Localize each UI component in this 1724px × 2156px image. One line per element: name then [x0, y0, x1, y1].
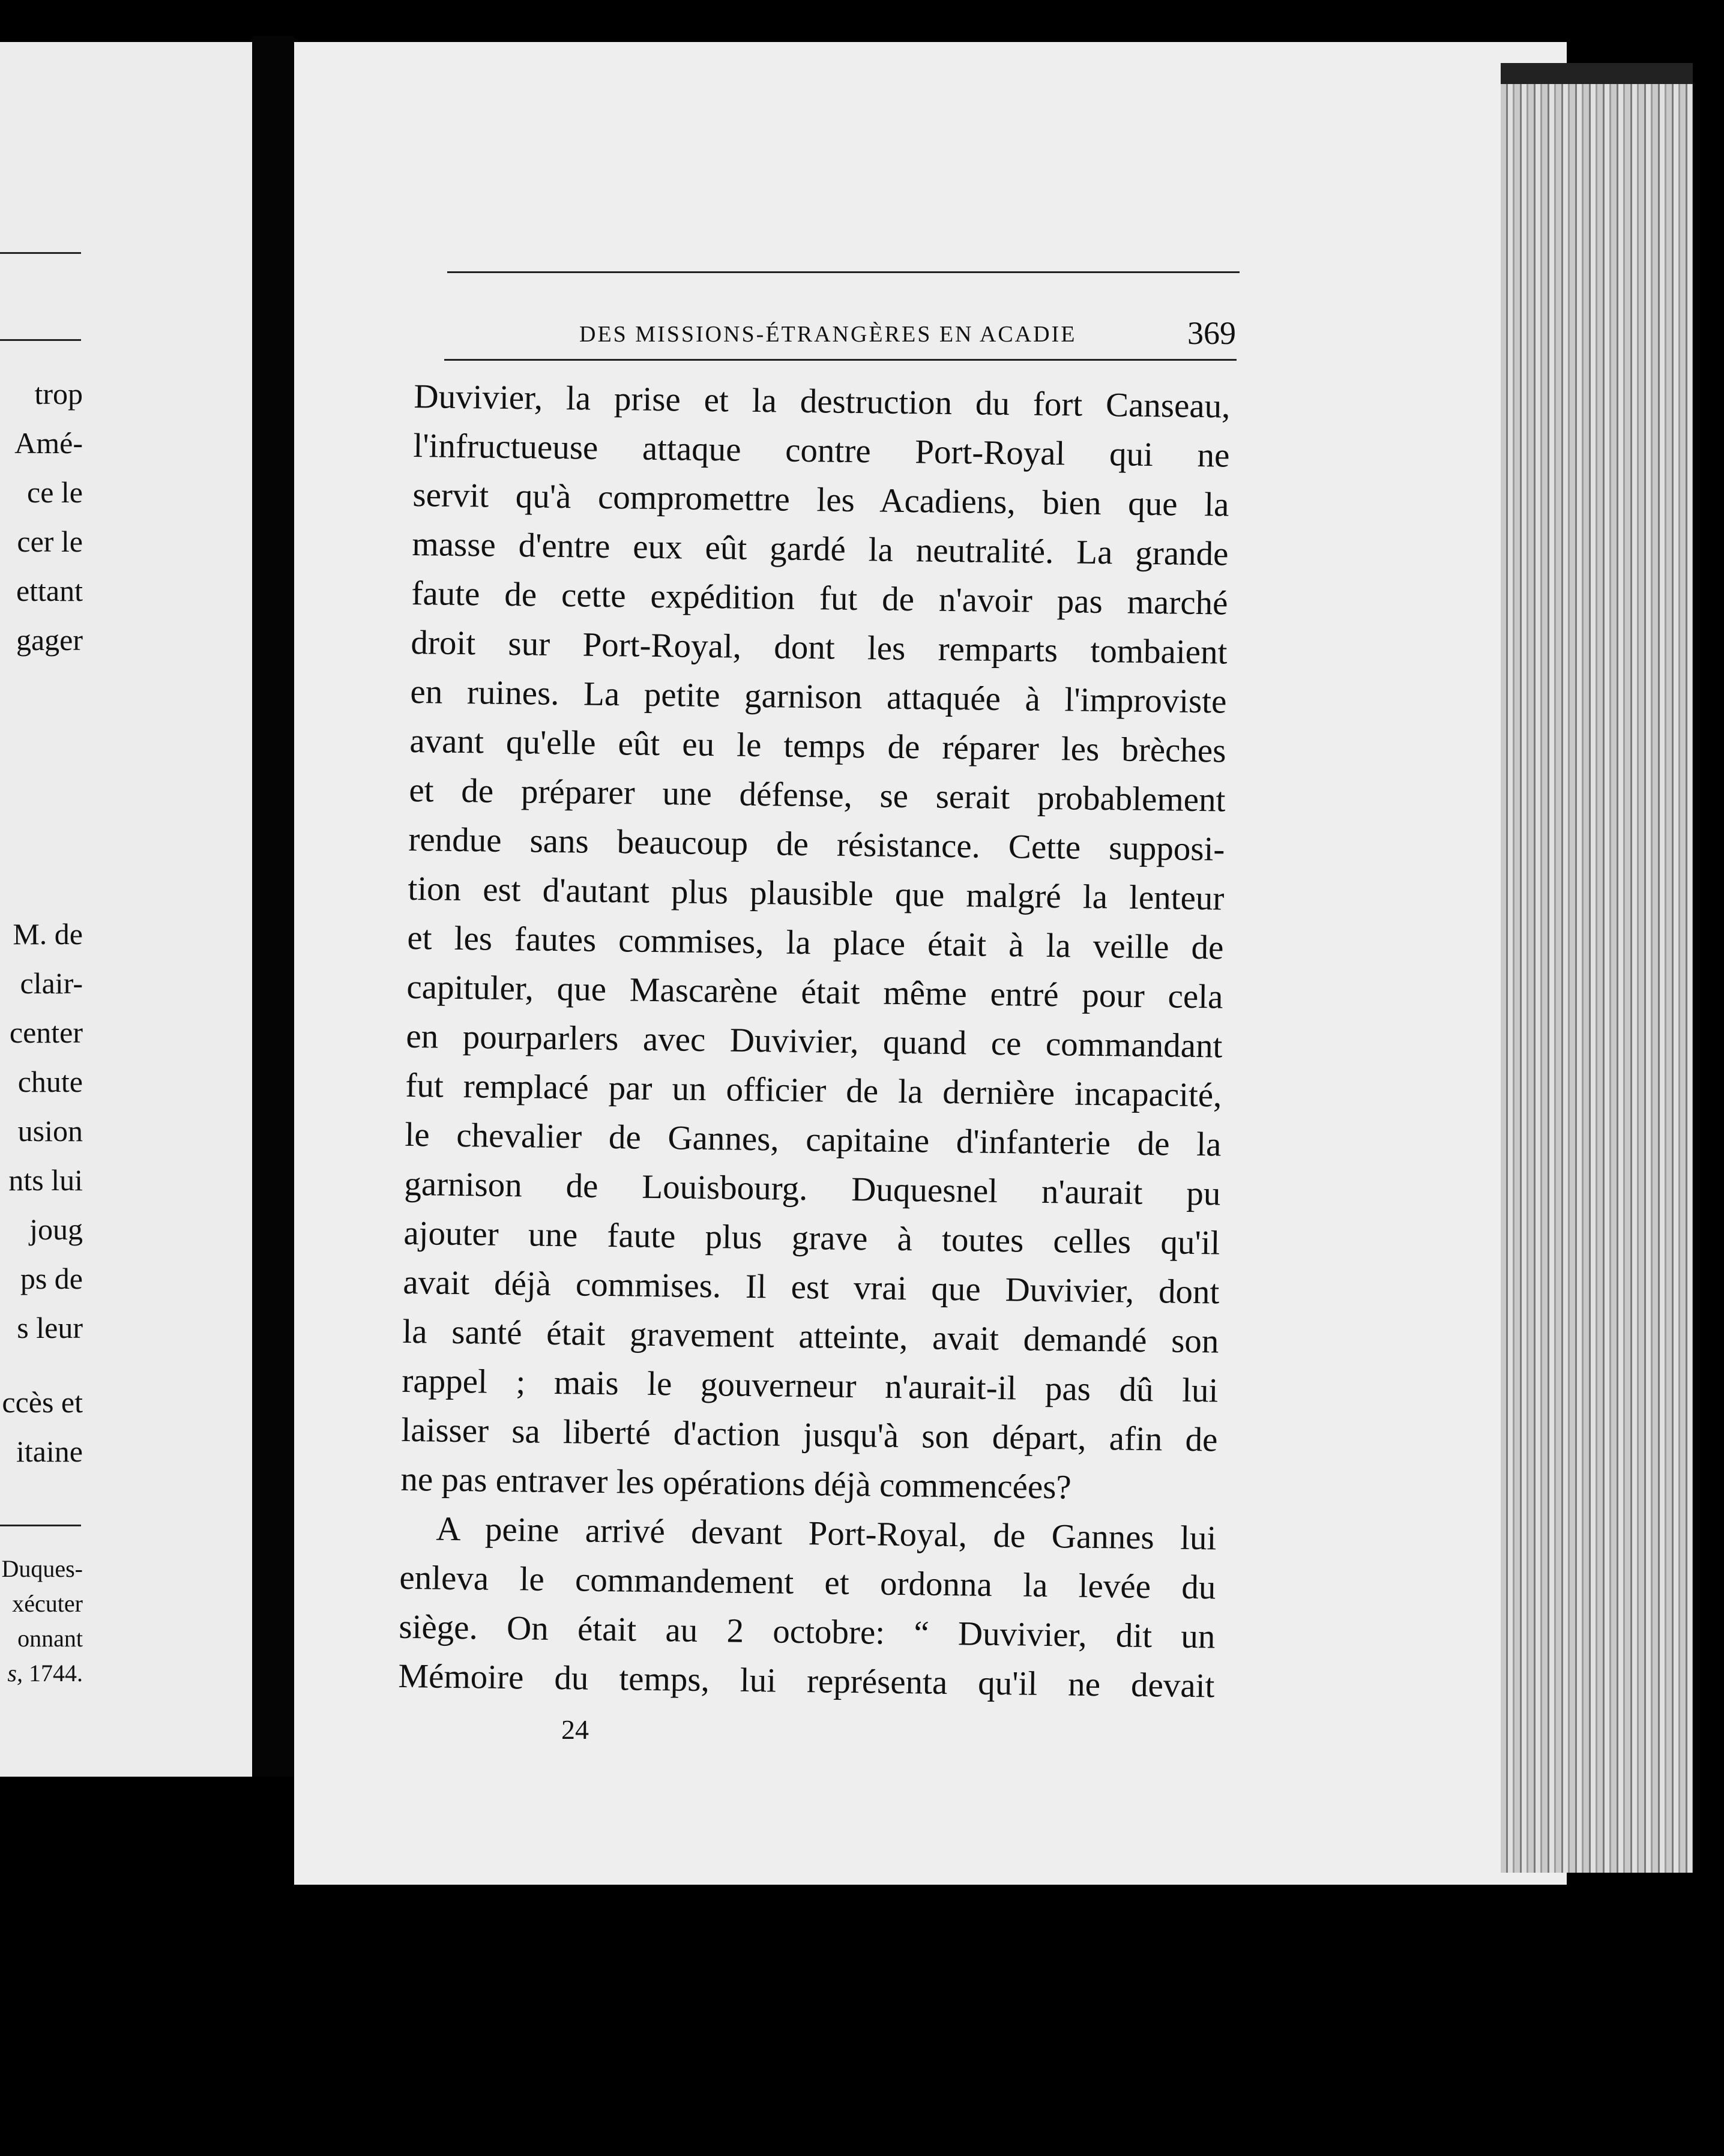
text-line: Duvivier, la prise et la destruction du fort Canseau,: [414, 377, 1231, 426]
left-line: gager: [16, 623, 83, 657]
text-line: servit qu'à compromettre les Acadiens, bien que la: [412, 475, 1229, 524]
footnote-year: 1744.: [23, 1660, 83, 1687]
text-line: faute de cette expédition fut de n'avoir pas marché: [411, 574, 1228, 622]
left-line: s leur: [17, 1311, 83, 1344]
text-line: fut remplacé par un officier de la dernière incapacité,: [405, 1066, 1222, 1115]
left-line: usion: [17, 1114, 83, 1148]
text-line: et les fautes commises, la place était à la veille de: [407, 918, 1224, 967]
left-line: itaine: [16, 1435, 83, 1468]
left-line: chute: [17, 1065, 83, 1098]
header-rule-top: [447, 271, 1240, 273]
footnote-line: [1, 1656, 83, 1691]
text-line: capituler, que Mascarène était même entré pour cela: [406, 968, 1223, 1016]
page-number: 369: [1187, 315, 1236, 351]
text-line: ne pas entraver les opérations déjà commencées?: [400, 1460, 1072, 1507]
page-edges-shadow: [1501, 63, 1693, 87]
text-line: tion est d'autant plus plausible que malgré la lenteur: [408, 869, 1225, 918]
left-line: ce le: [27, 475, 83, 509]
text-line: en pourparlers avec Duvivier, quand ce commandant: [406, 1017, 1223, 1065]
footnote-line: Duques-: [1, 1555, 83, 1582]
text-line: le chevalier de Gannes, capitaine d'infanterie de la: [405, 1115, 1222, 1164]
book-gutter: [252, 36, 294, 1777]
text-line: masse d'entre eux eût gardé la neutralité. La grande: [412, 525, 1229, 573]
left-line: M. de: [13, 917, 83, 951]
left-page-text-top: [14, 369, 83, 664]
text-line: la santé était gravement atteinte, avait demandé son: [402, 1312, 1219, 1361]
text-line: rendue sans beaucoup de résistance. Cette supposi-: [408, 820, 1225, 869]
text-line: en ruines. La petite garnison attaquée à l'improviste: [410, 672, 1227, 721]
text-line: avait déjà commises. Il est vrai que Duvivier, dont: [403, 1263, 1220, 1311]
left-line: clair-: [20, 966, 83, 1000]
left-line: Amé-: [14, 426, 83, 460]
text-line: siège. On était au 2 octobre: “ Duvivier, dit un: [399, 1607, 1216, 1656]
left-line: center: [9, 1016, 83, 1049]
text-line: ajouter une faute plus grave à toutes celles qu'il: [403, 1214, 1220, 1262]
text-line: rappel ; mais le gouverneur n'aurait-il pas dû lui: [402, 1361, 1219, 1410]
text-line: Mémoire du temps, lui représenta qu'il ne devait: [398, 1657, 1215, 1705]
page-edges: [1501, 84, 1693, 1873]
previous-page-fragment: [0, 42, 252, 1777]
footnote-line: xécuter: [12, 1590, 83, 1617]
text-line: l'infructueuse attaque contre Port-Royal qui ne: [413, 426, 1230, 475]
text-line: A peine arrivé devant Port-Royal, de Gannes lui: [436, 1510, 1217, 1558]
left-page-footnotes: [1, 1552, 83, 1691]
left-page-rule: [0, 339, 81, 341]
scan-background: [0, 1885, 1724, 2156]
text-line: laisser sa liberté d'action jusqu'à son départ, afin de: [401, 1411, 1218, 1459]
left-footnote-rule: [0, 1525, 81, 1526]
text-line: enleva le commandement et ordonna la levée du: [399, 1558, 1216, 1607]
footnote-italic: s,: [7, 1660, 23, 1687]
signature-mark: 24: [561, 1714, 589, 1745]
body-text: [398, 372, 1231, 1711]
header-rule-bottom: [444, 359, 1237, 361]
text-line: droit sur Port-Royal, dont les remparts tombaient: [411, 623, 1228, 672]
left-line: ettant: [16, 574, 83, 607]
left-line: trop: [34, 377, 83, 411]
text-line: garnison de Louisbourg. Duquesnel n'aurait pu: [404, 1164, 1221, 1213]
left-page-text-bottom: [2, 1378, 83, 1476]
left-line: ccès et: [2, 1385, 83, 1419]
left-page-text-middle: [8, 909, 83, 1352]
footnote-line: onnant: [17, 1625, 83, 1652]
left-line: cer le: [17, 525, 83, 558]
text-line: avant qu'elle eût eu le temps de réparer les brèches: [409, 721, 1226, 770]
left-line: joug: [29, 1212, 83, 1246]
left-page-rule: [0, 252, 81, 254]
text-line: et de préparer une défense, se serait probablement: [409, 771, 1226, 819]
left-line: nts lui: [8, 1163, 83, 1197]
left-line: ps de: [20, 1262, 83, 1295]
running-head: DES MISSIONS-ÉTRANGÈRES EN ACADIE: [579, 322, 1077, 347]
